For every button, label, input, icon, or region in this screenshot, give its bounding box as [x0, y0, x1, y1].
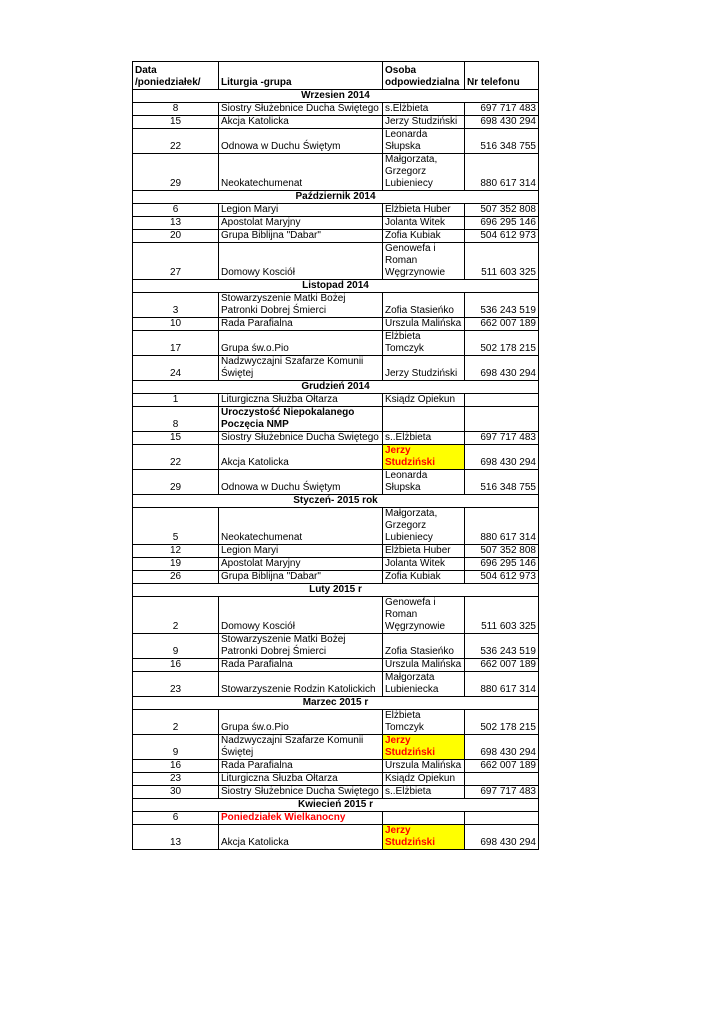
group-cell: Apostolat Maryjny: [219, 217, 383, 230]
person-cell: Zofia Stasieńko: [383, 634, 465, 659]
table-row: [133, 445, 539, 470]
date-cell: 30: [133, 786, 219, 799]
table-row: [133, 318, 539, 331]
month-row: [133, 280, 539, 293]
group-cell: Stowarzyszenie Matki Bożej Patronki Dobrej Śmierci: [219, 293, 383, 318]
month-row: [133, 90, 539, 103]
month-title: Styczeń- 2015 rok: [133, 495, 539, 508]
month-title: Luty 2015 r: [133, 584, 539, 597]
group-cell: Apostolat Maryjny: [219, 558, 383, 571]
person-cell: Elżbieta Huber: [383, 204, 465, 217]
table-row: [133, 508, 539, 545]
table-row: [133, 558, 539, 571]
group-cell: Grupa Biblijna "Dabar": [219, 571, 383, 584]
phone-cell: 696 295 146: [465, 217, 539, 230]
month-row: [133, 584, 539, 597]
table-row: [133, 154, 539, 191]
group-cell: Rada Parafialna: [219, 659, 383, 672]
group-cell: Rada Parafialna: [219, 760, 383, 773]
phone-cell: 504 612 973: [465, 230, 539, 243]
phone-cell: 511 603 325: [465, 243, 539, 280]
month-title: Październik 2014: [133, 191, 539, 204]
phone-cell: 880 617 314: [465, 508, 539, 545]
date-cell: 10: [133, 318, 219, 331]
person-cell: Jerzy Studziński: [383, 356, 465, 381]
person-cell: Zofia Stasieńko: [383, 293, 465, 318]
phone-cell: 697 717 483: [465, 103, 539, 116]
phone-cell: 502 178 215: [465, 331, 539, 356]
header-group: Liturgia -grupa: [219, 62, 383, 90]
phone-cell: 662 007 189: [465, 659, 539, 672]
date-cell: 15: [133, 432, 219, 445]
table-row: [133, 571, 539, 584]
date-cell: 22: [133, 129, 219, 154]
person-cell: Małgorzata, Grzegorz Lubieniecy: [383, 508, 465, 545]
table-row: [133, 773, 539, 786]
table-row: [133, 659, 539, 672]
phone-cell: 504 612 973: [465, 571, 539, 584]
phone-cell: 507 352 808: [465, 204, 539, 217]
date-cell: 2: [133, 597, 219, 634]
table-row: [133, 217, 539, 230]
group-cell: Domowy Kosciół: [219, 597, 383, 634]
date-cell: 26: [133, 571, 219, 584]
date-cell: 6: [133, 204, 219, 217]
date-cell: 29: [133, 154, 219, 191]
phone-cell: 698 430 294: [465, 116, 539, 129]
person-cell: Urszula Malińska: [383, 318, 465, 331]
group-cell: Stowarzyszenie Rodzin Katolickich: [219, 672, 383, 697]
phone-cell: 511 603 325: [465, 597, 539, 634]
person-cell: s..Elżbieta: [383, 432, 465, 445]
table-row: [133, 394, 539, 407]
person-cell: Elżbieta Tomczyk: [383, 331, 465, 356]
group-cell: Rada Parafialna: [219, 318, 383, 331]
group-cell: Poniedziałek Wielkanocny: [219, 812, 383, 825]
date-cell: 9: [133, 634, 219, 659]
table-row: [133, 204, 539, 217]
table-row: [133, 735, 539, 760]
table-row: [133, 634, 539, 659]
table-row: [133, 331, 539, 356]
group-cell: Nadzwyczajni Szafarze Komunii Świętej: [219, 735, 383, 760]
date-cell: 22: [133, 445, 219, 470]
group-cell: Akcja Katolicka: [219, 116, 383, 129]
person-cell: Jerzy Studziński: [383, 735, 465, 760]
phone-cell: 662 007 189: [465, 318, 539, 331]
person-cell: Elżbieta Huber: [383, 545, 465, 558]
table-row: [133, 672, 539, 697]
table-row: [133, 812, 539, 825]
group-cell: Liturgiczna Służba Ołtarza: [219, 394, 383, 407]
phone-cell: 698 430 294: [465, 735, 539, 760]
person-cell: Urszula Malińska: [383, 659, 465, 672]
person-cell: Małgorzata, Grzegorz Lubieniecy: [383, 154, 465, 191]
person-cell: Jolanta Witek: [383, 558, 465, 571]
table-row: [133, 597, 539, 634]
table-row: [133, 432, 539, 445]
phone-cell: 696 295 146: [465, 558, 539, 571]
person-cell: Genowefa i Roman Węgrzynowie: [383, 243, 465, 280]
person-cell: Ksiądz Opiekun: [383, 773, 465, 786]
date-cell: 5: [133, 508, 219, 545]
phone-cell: 662 007 189: [465, 760, 539, 773]
person-cell: Ksiądz Opiekun: [383, 394, 465, 407]
group-cell: Siostry Służebnice Ducha Świętego: [219, 786, 383, 799]
table-row: [133, 356, 539, 381]
group-cell: Nadzwyczajni Szafarze Komunii Świętej: [219, 356, 383, 381]
phone-cell: [465, 407, 539, 432]
group-cell: Stowarzyszenie Matki Bożej Patronki Dobrej Śmierci: [219, 634, 383, 659]
date-cell: 9: [133, 735, 219, 760]
month-title: Grudzień 2014: [133, 381, 539, 394]
table-row: [133, 470, 539, 495]
group-cell: Legion Maryi: [219, 204, 383, 217]
person-cell: Jerzy Studziński: [383, 825, 465, 850]
table-row: [133, 116, 539, 129]
phone-cell: 507 352 808: [465, 545, 539, 558]
month-row: [133, 381, 539, 394]
schedule-body: [133, 90, 539, 850]
month-row: [133, 495, 539, 508]
group-cell: Siostry Służebnice Ducha Świętego: [219, 103, 383, 116]
date-cell: 20: [133, 230, 219, 243]
table-row: [133, 230, 539, 243]
phone-cell: 698 430 294: [465, 356, 539, 381]
date-cell: 23: [133, 672, 219, 697]
phone-cell: 697 717 483: [465, 432, 539, 445]
group-cell: Akcja Katolicka: [219, 825, 383, 850]
date-cell: 16: [133, 659, 219, 672]
month-title: Wrzesien 2014: [133, 90, 539, 103]
person-cell: s.Elżbieta: [383, 103, 465, 116]
date-cell: 17: [133, 331, 219, 356]
phone-cell: [465, 773, 539, 786]
person-cell: [383, 407, 465, 432]
phone-cell: 536 243 519: [465, 634, 539, 659]
table-row: [133, 103, 539, 116]
month-row: [133, 191, 539, 204]
phone-cell: 697 717 483: [465, 786, 539, 799]
phone-cell: 698 430 294: [465, 445, 539, 470]
date-cell: 27: [133, 243, 219, 280]
date-cell: 6: [133, 812, 219, 825]
group-cell: Liturgiczna Słuzba Ołtarza: [219, 773, 383, 786]
date-cell: 15: [133, 116, 219, 129]
person-cell: Leonarda Słupska: [383, 470, 465, 495]
date-cell: 12: [133, 545, 219, 558]
table-row: [133, 710, 539, 735]
group-cell: Grupa Biblijna "Dabar": [219, 230, 383, 243]
date-cell: 23: [133, 773, 219, 786]
person-cell: Jerzy Studziński: [383, 116, 465, 129]
date-cell: 1: [133, 394, 219, 407]
phone-cell: 880 617 314: [465, 672, 539, 697]
date-cell: 24: [133, 356, 219, 381]
table-row: [133, 293, 539, 318]
date-cell: 8: [133, 407, 219, 432]
group-cell: Domowy Kosciół: [219, 243, 383, 280]
person-cell: Genowefa i Roman Węgrzynowie: [383, 597, 465, 634]
group-cell: Uroczystość Niepokalanego Poczęcia NMP: [219, 407, 383, 432]
phone-cell: 536 243 519: [465, 293, 539, 318]
month-row: [133, 697, 539, 710]
date-cell: 16: [133, 760, 219, 773]
header-date: Data /poniedziałek/: [133, 62, 219, 90]
phone-cell: 516 348 755: [465, 470, 539, 495]
person-cell: Małgorzata Lubieniecka: [383, 672, 465, 697]
header-phone: Nr telefonu: [465, 62, 539, 90]
header-row: [133, 62, 539, 90]
month-title: Marzec 2015 r: [133, 697, 539, 710]
group-cell: Legion Maryi: [219, 545, 383, 558]
date-cell: 19: [133, 558, 219, 571]
date-cell: 29: [133, 470, 219, 495]
table-row: [133, 129, 539, 154]
month-row: [133, 799, 539, 812]
person-cell: Jerzy Studziński: [383, 445, 465, 470]
person-cell: Zofia Kubiak: [383, 571, 465, 584]
group-cell: Siostry Służebnice Ducha Świętego: [219, 432, 383, 445]
group-cell: Neokatechumenat: [219, 154, 383, 191]
table-row: [133, 760, 539, 773]
phone-cell: 880 617 314: [465, 154, 539, 191]
phone-cell: 502 178 215: [465, 710, 539, 735]
group-cell: Neokatechumenat: [219, 508, 383, 545]
person-cell: s..Elżbieta: [383, 786, 465, 799]
month-title: Listopad 2014: [133, 280, 539, 293]
group-cell: Odnowa w Duchu Świętym: [219, 129, 383, 154]
group-cell: Grupa św.o.Pio: [219, 710, 383, 735]
table-row: [133, 243, 539, 280]
date-cell: 8: [133, 103, 219, 116]
date-cell: 2: [133, 710, 219, 735]
person-cell: Elżbieta Tomczyk: [383, 710, 465, 735]
table-row: [133, 786, 539, 799]
date-cell: 3: [133, 293, 219, 318]
phone-cell: 516 348 755: [465, 129, 539, 154]
group-cell: Odnowa w Duchu Świętym: [219, 470, 383, 495]
phone-cell: [465, 394, 539, 407]
group-cell: Grupa św.o.Pio: [219, 331, 383, 356]
table-row: [133, 545, 539, 558]
date-cell: 13: [133, 825, 219, 850]
phone-cell: 698 430 294: [465, 825, 539, 850]
date-cell: 13: [133, 217, 219, 230]
header-person: Osoba odpowiedzialna: [383, 62, 465, 90]
table-row: [133, 825, 539, 850]
person-cell: Jolanta Witek: [383, 217, 465, 230]
month-title: Kwiecień 2015 r: [133, 799, 539, 812]
person-cell: Zofia Kubiak: [383, 230, 465, 243]
person-cell: Urszula Malińska: [383, 760, 465, 773]
group-cell: Akcja Katolicka: [219, 445, 383, 470]
table-row: [133, 407, 539, 432]
schedule-table: [132, 61, 539, 850]
phone-cell: [465, 812, 539, 825]
person-cell: Leonarda Słupska: [383, 129, 465, 154]
person-cell: [383, 812, 465, 825]
